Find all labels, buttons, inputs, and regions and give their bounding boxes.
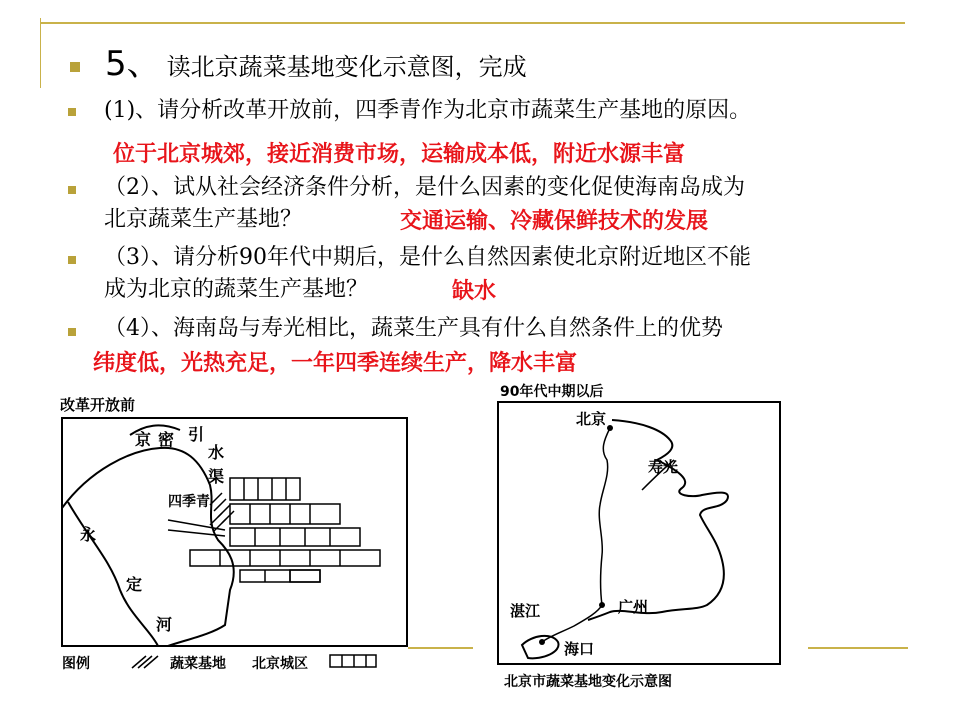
bullet-icon bbox=[70, 62, 80, 72]
label-haikou: 海口 bbox=[564, 640, 595, 658]
map-right-caption: 北京市蔬菜基地变化示意图 bbox=[504, 674, 672, 690]
decorative-vertical-line bbox=[40, 18, 41, 88]
legend-veg-base: 蔬菜基地 bbox=[170, 656, 226, 672]
answer-2: 交通运输、冷藏保鲜技术的发展 bbox=[400, 209, 709, 234]
question-2-line-2: 北京蔬菜生产基地？ bbox=[104, 207, 303, 232]
answer-3: 缺水 bbox=[452, 279, 497, 304]
answer-4: 纬度低，光热充足，一年四季连续生产，降水丰富 bbox=[93, 351, 578, 376]
question-4: （4）、海南岛与寿光相比，蔬菜生产具有什么自然条件上的优势 bbox=[104, 316, 723, 341]
title-text: 读北京蔬菜基地变化示意图，完成 bbox=[166, 53, 527, 81]
map-left-title: 改革开放前 bbox=[60, 396, 136, 414]
bullet-icon bbox=[68, 256, 76, 264]
map-before-reform bbox=[50, 390, 420, 680]
legend-urban-icon bbox=[330, 655, 376, 667]
decorative-bottom-line-right bbox=[808, 647, 908, 649]
map-right-frame bbox=[498, 402, 780, 664]
map-after-1990s bbox=[492, 380, 792, 700]
question-number: 5、 bbox=[105, 44, 161, 84]
decorative-top-line bbox=[40, 22, 905, 24]
yongding-river-line bbox=[68, 502, 158, 646]
label-jing: 京 bbox=[135, 430, 152, 449]
beijing-marker bbox=[607, 425, 613, 431]
bullet-icon bbox=[68, 186, 76, 194]
label-guangzhou: 广州 bbox=[618, 598, 649, 616]
map-right-title: 90年代中期以后 bbox=[500, 384, 604, 400]
label-zhanjiang: 湛江 bbox=[510, 602, 541, 620]
label-shui: 水 bbox=[208, 443, 225, 462]
coastline bbox=[588, 420, 728, 620]
question-2-line-1: （2）、试从社会经济条件分析，是什么因素的变化促使海南岛成为 bbox=[104, 175, 745, 200]
label-yong: 永 bbox=[80, 525, 97, 544]
legend-hatch-icon bbox=[132, 656, 158, 668]
bullet-icon bbox=[68, 328, 76, 336]
label-shouguang: 寿光 bbox=[648, 458, 679, 476]
label-qu: 渠 bbox=[208, 467, 225, 486]
slide-title bbox=[105, 44, 527, 87]
question-3-line-1: （3）、请分析90年代中期后，是什么自然因素使北京附近地区不能 bbox=[104, 245, 751, 270]
legend-label: 图例 bbox=[62, 656, 90, 672]
legend-urban: 北京城区 bbox=[252, 656, 308, 672]
map-left-frame bbox=[62, 418, 407, 646]
bullet-icon bbox=[68, 108, 76, 116]
label-he: 河 bbox=[156, 615, 173, 634]
label-yin: 引 bbox=[188, 425, 205, 444]
answer-1: 位于北京城郊，接近消费市场，运输成本低，附近水源丰富 bbox=[113, 142, 686, 167]
supply-route bbox=[542, 428, 610, 642]
hainan-island bbox=[522, 636, 559, 658]
haikou-marker bbox=[539, 639, 545, 645]
beijing-urban-blocks bbox=[190, 478, 380, 582]
label-sijiqing: 四季青 bbox=[168, 494, 210, 510]
label-beijing: 北京 bbox=[576, 410, 607, 428]
question-3-line-2: 成为北京的蔬菜生产基地？ bbox=[104, 277, 369, 302]
label-ding: 定 bbox=[126, 575, 143, 594]
guangzhou-marker bbox=[599, 602, 605, 608]
question-1: (1)、请分析改革开放前，四季青作为北京市蔬菜生产基地的原因。 bbox=[104, 98, 752, 123]
label-mi: 密 bbox=[158, 430, 175, 449]
